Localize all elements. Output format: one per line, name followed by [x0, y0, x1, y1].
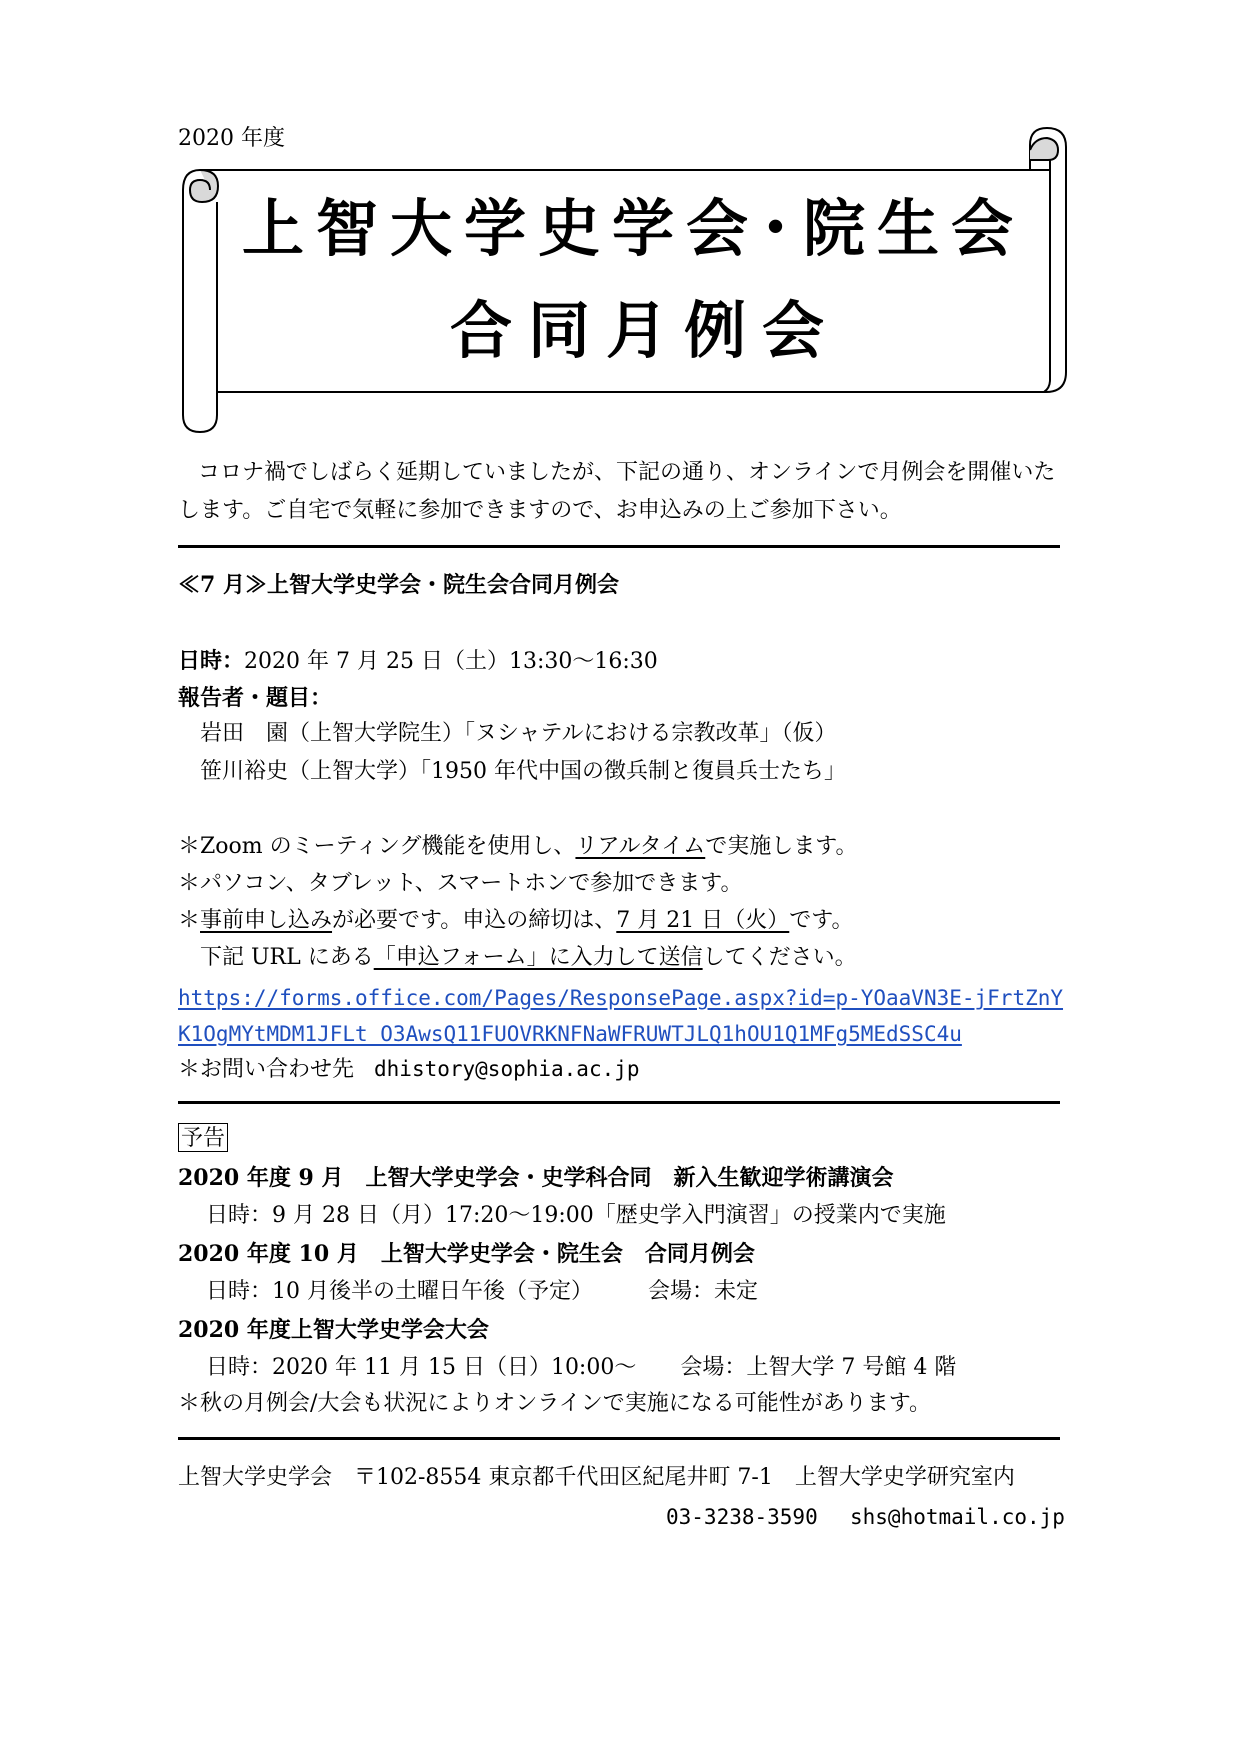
- note-devices: ＊パソコン、タブレット、スマートホンで参加できます。: [178, 871, 743, 896]
- datetime-label: 日時：: [178, 648, 245, 674]
- preview-title-2: 2020 年度 10 月 上智大学史学会・院生会 合同月例会: [178, 1241, 755, 1267]
- intro-line-2: します。ご自宅で気軽に参加できますので、お申込みの上ご参加下さい。: [178, 498, 902, 523]
- divider-1: [178, 545, 1060, 548]
- banner-title-line2: 合同月例会: [450, 294, 841, 367]
- note-apply-deadline: 7 月 21 日（火）: [616, 908, 790, 933]
- contact-label: ＊お問い合わせ先: [178, 1057, 355, 1082]
- intro-line-1: コロナ禍でしばらく延期していましたが、下記の通り、オンラインで月例会を開催いた: [198, 460, 1056, 485]
- form-url-link-line1[interactable]: https://forms.office.com/Pages/ResponsePage.aspx?id=p-YOaaVN3E-jFrtZnY: [178, 986, 1064, 1010]
- footer-phone: 03-3238-3590: [666, 1505, 818, 1529]
- divider-2: [178, 1101, 1060, 1104]
- note-apply-text-end: です。: [789, 908, 854, 933]
- note-apply-emphasis-1: 事前申し込み: [200, 908, 333, 933]
- note-zoom-emphasis: リアルタイム: [575, 834, 706, 859]
- presenter-item: 笹川裕史（上智大学）「1950 年代中国の徴兵制と復員兵士たち」: [200, 759, 846, 784]
- year-label: 2020 年度: [178, 126, 285, 151]
- preview-detail-2: 日時：10 月後半の土曜日午後（予定） 会場：未定: [206, 1279, 758, 1304]
- note-apply: [178, 910, 854, 932]
- preview-label: 予告: [178, 1123, 228, 1152]
- divider-3: [178, 1437, 1060, 1440]
- note-zoom-text-end: で実施します。: [705, 834, 858, 859]
- note-apply-text: が必要です。申込の締切は、: [332, 908, 617, 933]
- preview-detail-3: 日時：2020 年 11 月 15 日（日）10:00〜 会場：上智大学 7 号館 4 階: [206, 1355, 957, 1380]
- contact-email: dhistory@sophia.ac.jp: [374, 1057, 640, 1081]
- presenters-label: 報告者・題目：: [178, 685, 333, 711]
- note-form: [178, 947, 857, 969]
- preview-detail-1: 日時：9 月 28 日（月）17:20〜19:00「歴史学入門演習」の授業内で実施: [206, 1203, 946, 1228]
- event-heading: ≪7 月≫上智大学史学会・院生会合同月例会: [178, 572, 619, 598]
- note-apply-bullet: ＊: [178, 908, 201, 933]
- preview-label-box: [178, 1128, 228, 1150]
- note-form-text: 下記 URL にある: [178, 945, 374, 970]
- contact-line: [178, 1059, 640, 1081]
- presenter-item: 岩田 園（上智大学院生）「ヌシャテルにおける宗教改革」（仮）: [200, 721, 837, 746]
- footer-email: shs@hotmail.co.jp: [850, 1505, 1065, 1529]
- form-url-link-line2[interactable]: K1OgMYtMDM1JFLt_O3AwsQ11FUOVRKNFNaWFRUWTJLQ1hOU1Q1MFg5MEdSSC4u: [178, 1022, 962, 1046]
- datetime-value: 2020 年 7 月 25 日（土）13:30〜16:30: [244, 649, 658, 674]
- note-form-text-end: してください。: [702, 945, 857, 970]
- footer-address: 上智大学史学会 〒102-8554 東京都千代田区紀尾井町 7-1 上智大学史学研究室内: [178, 1465, 1015, 1490]
- preview-title-3: 2020 年度上智大学史学会大会: [178, 1317, 489, 1343]
- banner-title-line1: 上智大学史学会･院生会: [242, 192, 1026, 265]
- note-zoom-text: ＊Zoom のミーティング機能を使用し、: [178, 834, 576, 859]
- note-form-emphasis: 「申込フォーム」に入力して送信: [373, 945, 703, 970]
- preview-title-1: 2020 年度 9 月 上智大学史学会・史学科合同 新入生歓迎学術講演会: [178, 1165, 894, 1191]
- preview-note: ＊秋の月例会/大会も状況によりオンラインで実施になる可能性があります。: [178, 1391, 931, 1416]
- note-zoom: [178, 836, 858, 858]
- event-datetime: [178, 650, 658, 673]
